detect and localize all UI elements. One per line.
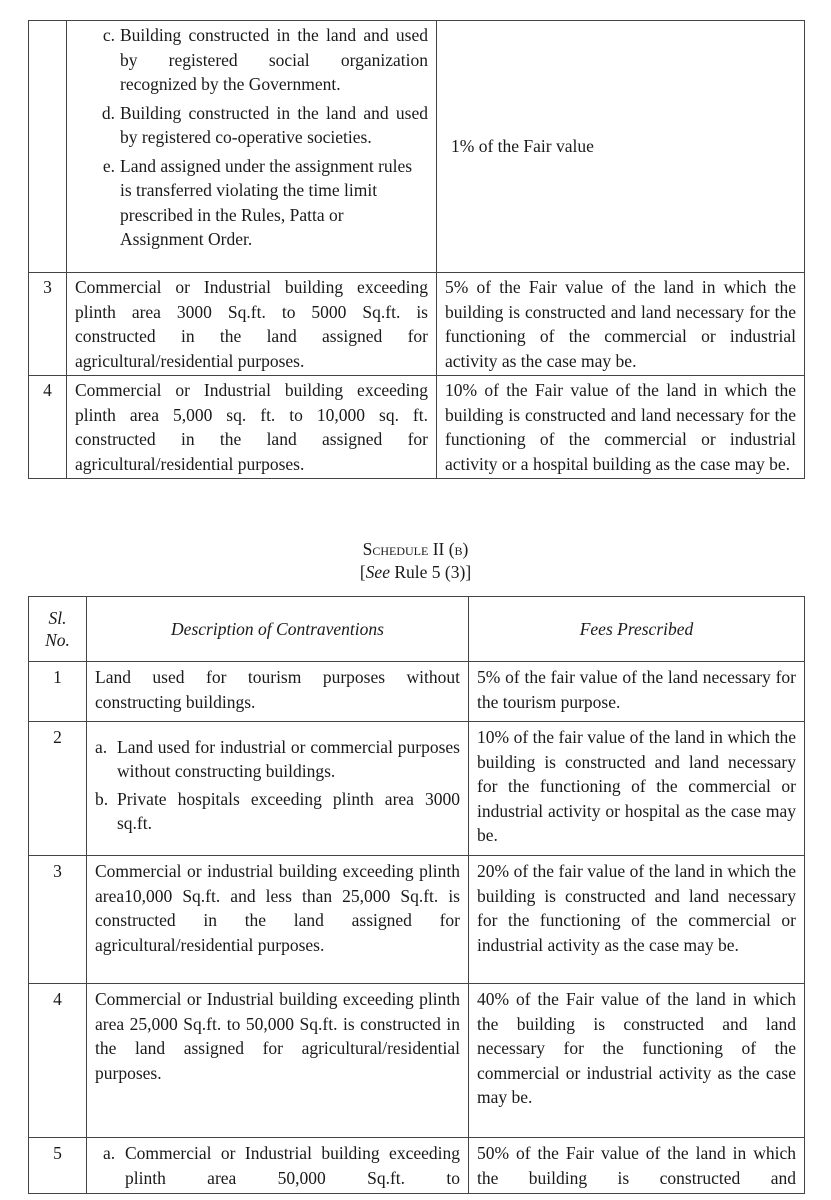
fee-cell bbox=[437, 21, 805, 273]
table-row bbox=[29, 984, 805, 1138]
item-text: Commercial or Industrial building exceeding plinth area 50,000 Sq.ft. to bbox=[125, 1143, 460, 1188]
table-row bbox=[29, 273, 805, 376]
header-fees: Fees Prescribed bbox=[469, 597, 805, 662]
description-cell bbox=[87, 1138, 469, 1194]
sub-item bbox=[95, 735, 460, 784]
fee-cell: 5% of the fair value of the land necessary for the tourism purpose. bbox=[469, 662, 805, 722]
item-marker: b. bbox=[95, 788, 109, 809]
fee-cell: 20% of the fair value of the land in which the building is constructed and land necessary for the functioning of the commercial or industrial activity as the case may be. bbox=[469, 856, 805, 984]
sub-item bbox=[75, 23, 428, 97]
item-marker: c. bbox=[102, 25, 115, 45]
schedule-title: Schedule II (b) bbox=[362, 539, 469, 559]
rule-reference: Rule 5 (3) bbox=[394, 562, 466, 582]
fee-cell: 10% of the Fair value of the land in which the building is constructed and land necessary for the functioning of the commercial or industrial activity or a hospital building as the case may be. bbox=[437, 376, 805, 479]
item-marker: d. bbox=[101, 102, 115, 123]
continued-fees-table bbox=[28, 20, 805, 479]
header-sl-no bbox=[29, 597, 87, 662]
item-text: Land used for industrial or commercial purposes without constructing buildings. bbox=[117, 736, 460, 781]
description-cell: Commercial or Industrial building exceeding plinth area 5,000 sq. ft. to 10,000 sq. ft. constructed in the land assigned for agricultural/residential purposes. bbox=[67, 376, 437, 479]
sl-no-cell: 3 bbox=[29, 273, 67, 376]
table-row bbox=[29, 376, 805, 479]
header-sl-no-line1: Sl. bbox=[48, 608, 67, 628]
fee-cell: 10% of the fair value of the land in which the building is constructed and land necessary for the functioning of the commercial or industrial activity or hospital as the case may be. bbox=[469, 722, 805, 856]
fee-cell: 50% of the Fair value of the land in which the building is constructed and bbox=[469, 1138, 805, 1194]
fee-cell: 5% of the Fair value of the land in which the building is constructed and land necessary for the functioning of the commercial or industrial activity as the case may be. bbox=[437, 273, 805, 376]
table-row bbox=[29, 856, 805, 984]
table-header-row bbox=[29, 597, 805, 662]
item-text: Land assigned under the assignment rules is transferred violating the time limit prescribed in the Rules, Patta or Assignment Order. bbox=[120, 155, 413, 249]
schedule-heading bbox=[0, 538, 831, 584]
fee-text: 1% of the Fair value bbox=[451, 136, 594, 157]
sub-item-list bbox=[95, 735, 460, 836]
table-row bbox=[29, 21, 805, 273]
schedule-reference: [See Rule 5 (3)] bbox=[359, 562, 472, 582]
table-row bbox=[29, 722, 805, 856]
schedule-fees-table bbox=[28, 596, 805, 1194]
item-text: Private hospitals exceeding plinth area 3000 sq.ft. bbox=[117, 788, 460, 833]
sl-no-cell: 5 bbox=[29, 1138, 87, 1194]
sub-item-list bbox=[75, 23, 428, 252]
description-cell bbox=[87, 722, 469, 856]
sl-no-cell bbox=[29, 21, 67, 273]
table-row bbox=[29, 1138, 805, 1194]
item-marker: e. bbox=[102, 155, 115, 176]
header-sl-no-line2: No. bbox=[45, 630, 70, 650]
sub-item bbox=[75, 101, 428, 150]
description-cell bbox=[67, 21, 437, 273]
sl-no-cell: 2 bbox=[29, 722, 87, 856]
description-cell: Commercial or industrial building exceeding plinth area10,000 Sq.ft. and less than 25,000 Sq.ft. is constructed in the land assigned for agricultural/residential purposes. bbox=[87, 856, 469, 984]
sl-no-cell: 4 bbox=[29, 376, 67, 479]
see-prefix: See bbox=[365, 562, 390, 582]
table-row bbox=[29, 662, 805, 722]
sl-no-cell: 3 bbox=[29, 856, 87, 984]
item-marker: a. bbox=[103, 1143, 116, 1163]
fee-cell: 40% of the Fair value of the land in which the building is constructed and land necessary for the functioning of the commercial or industrial activity as the case may be. bbox=[469, 984, 805, 1138]
sub-item bbox=[75, 154, 428, 252]
description-cell: Land used for tourism purposes without constructing buildings. bbox=[87, 662, 469, 722]
item-marker: a. bbox=[95, 736, 108, 757]
item-text: Building constructed in the land and used by registered co-operative societies. bbox=[120, 102, 428, 147]
description-cell: Commercial or Industrial building exceeding plinth area 3000 Sq.ft. to 5000 Sq.ft. is constructed in the land assigned for agricultural/residential purposes. bbox=[67, 273, 437, 376]
sub-item-list bbox=[95, 1141, 460, 1190]
sub-item bbox=[95, 1141, 460, 1190]
sl-no-cell: 4 bbox=[29, 984, 87, 1138]
header-description: Description of Contraventions bbox=[87, 597, 469, 662]
sub-item bbox=[95, 787, 460, 836]
item-text: Building constructed in the land and used by registered social organization recognized by the Government. bbox=[120, 25, 428, 94]
sl-no-cell: 1 bbox=[29, 662, 87, 722]
description-cell: Commercial or Industrial building exceeding plinth area 25,000 Sq.ft. to 50,000 Sq.ft. is constructed in the land assigned for agricultural/residential purposes. bbox=[87, 984, 469, 1138]
